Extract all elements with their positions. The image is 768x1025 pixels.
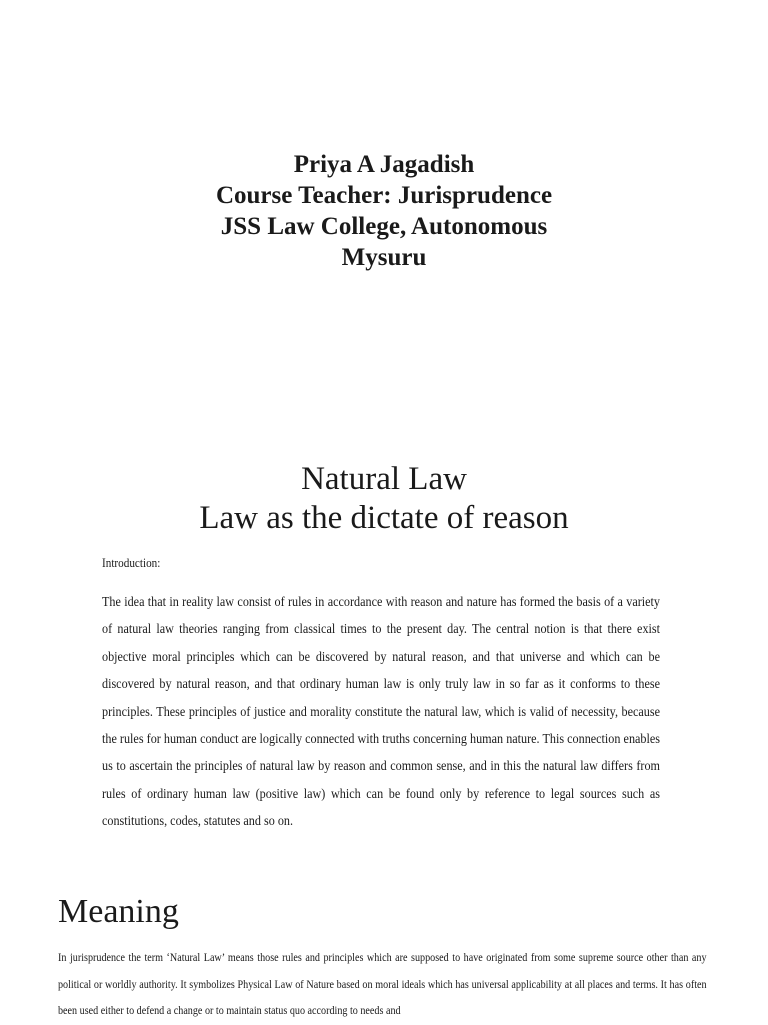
document-title-block xyxy=(0,460,768,538)
author-name: Priya A Jagadish xyxy=(293,151,475,178)
meaning-heading: Meaning xyxy=(58,893,179,930)
author-block xyxy=(0,149,768,273)
author-institution: JSS Law College, Autonomous xyxy=(220,213,548,240)
document-title: Natural Law xyxy=(301,461,467,497)
introduction-heading: Introduction: xyxy=(102,555,161,570)
author-city: Mysuru xyxy=(341,244,427,271)
document-subtitle: Law as the dictate of reason xyxy=(199,500,569,536)
meaning-body xyxy=(58,945,707,1025)
meaning-paragraph: In jurisprudence the term ‘Natural Law’ means those rules and principles which are supposed to have originated from some supreme source other than any political or worldly authority. It symbolizes Physical Law of Nature based on moral ideals which has universal applicability at all places and terms. It has often been used either to defend a change or to maintain status quo according to needs and xyxy=(58,952,707,1017)
author-role: Course Teacher: Jurisprudence xyxy=(215,182,553,209)
introduction-paragraph: The idea that in reality law consist of rules in accordance with reason and nature has formed the basis of a variety of natural law theories ranging from classical times to the present day. The central notion is that there exist objective moral principles which can be discovered by natural reason, and that universe and which can be discovered by natural reason, and that ordinary human law is only truly law in so far as it conforms to these principles. These principles of justice and morality constitute the natural law, which is valid of necessity, because the rules for human conduct are logically connected with truths concerning human nature. This connection enables us to ascertain the principles of natural law by reason and common sense, and in this the natural law differs from rules of ordinary human law (positive law) which can be found only by reference to legal sources such as constitutions, codes, statutes and so on. xyxy=(102,594,660,829)
introduction-body xyxy=(102,588,660,835)
